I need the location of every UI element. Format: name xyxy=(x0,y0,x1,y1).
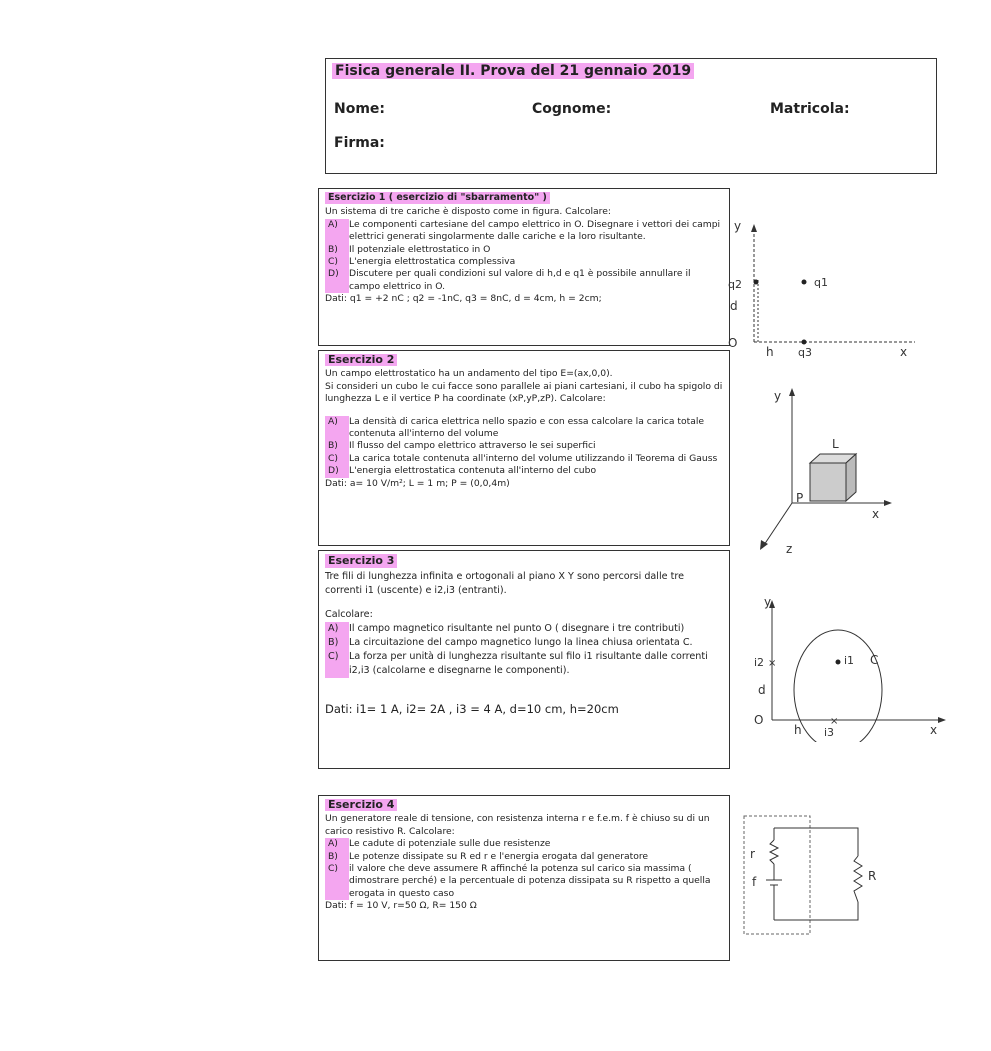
exercise-1-item xyxy=(325,219,723,244)
item-key: C) xyxy=(325,453,349,465)
item-text: Il potenziale elettrostatico in O xyxy=(349,243,491,255)
fig3-x-label: x xyxy=(930,723,938,737)
exercise-2-data: Dati: a= 10 V/m²; L = 1 m; P = (0,0,4m) xyxy=(325,477,510,489)
item-key: C) xyxy=(325,256,349,268)
item-text: La densità di carica elettrica nello spazio e con essa calcolare la carica totale contenuta all'interno del volume xyxy=(349,415,705,440)
item-key: B) xyxy=(325,440,349,452)
exercise-3-item xyxy=(325,650,723,678)
exercise-1-data: Dati: q1 = +2 nC ; q2 = -1nC, q3 = 8nC, d = 4cm, h = 2cm; xyxy=(325,293,602,305)
exercise-3-intro: Tre fili di lunghezza infinita e ortogonali al piano X Y sono percorsi dalle tre correnti i1 (uscente) e i2,i3 (entranti). xyxy=(325,571,684,596)
figure-4-circuit xyxy=(740,812,900,942)
item-key: A) xyxy=(325,838,349,850)
exercise-4-data: Dati: f = 10 V, r=50 Ω, R= 150 Ω xyxy=(325,900,477,912)
item-key: B) xyxy=(325,851,349,863)
item-text: L'energia elettrostatica contenuta all'interno del cubo xyxy=(349,465,597,477)
exercise-1-item xyxy=(325,256,723,268)
item-text: Le cadute di potenziale sulle due resistenze xyxy=(349,838,551,850)
exercise-2-item xyxy=(325,416,723,441)
item-text: Le componenti cartesiane del campo elettrico in O. Disegnare i vettori dei campi elettrici generati singolarmente dalle cariche e la loro risultante. xyxy=(349,218,721,243)
exercise-2-title: Esercizio 2 xyxy=(325,354,397,366)
exercise-4-item xyxy=(325,851,723,863)
fig1-y-label: y xyxy=(734,219,742,233)
fig3-i3-label: i3 xyxy=(824,726,835,739)
exercise-1 xyxy=(318,188,730,346)
exercise-2 xyxy=(318,350,730,546)
exercise-3-data: Dati: i1= 1 A, i2= 2A , i3 = 4 A, d=10 cm, h=20cm xyxy=(325,702,619,716)
exercise-2-intro-1: Un campo elettrostatico ha un andamento del tipo E=(ax,0,0). xyxy=(325,368,613,380)
nome-label: Nome: xyxy=(334,101,386,117)
item-text: il valore che deve assumere R affinché la potenza sul carico sia massima ( dimostrare perché) e la percentuale di potenza dissipata su R rispetto a quella erogata in questo caso xyxy=(349,863,711,899)
fig4-f-label: f xyxy=(752,875,757,889)
item-key: D) xyxy=(325,268,349,293)
item-text: La forza per unità di lunghezza risultante sul filo i1 risultante dalle correnti i2,i3 (calcolarne e disegnarne le componenti). xyxy=(349,651,708,676)
exam-title: Fisica generale II. Prova del 21 gennaio 2019 xyxy=(332,63,694,79)
fig2-x-label: x xyxy=(872,507,880,521)
cognome-label: Cognome: xyxy=(532,101,612,117)
cube-shape xyxy=(810,454,856,501)
exercise-1-item xyxy=(325,268,723,293)
fig3-origin-label: O xyxy=(754,713,764,727)
internal-resistor-icon xyxy=(770,840,778,864)
item-text: L'energia elettrostatica complessiva xyxy=(349,256,516,268)
fig4-r-label: r xyxy=(750,847,755,861)
exercise-2-intro-2: Si consideri un cubo le cui facce sono parallele ai piani cartesiani, il cubo ha spigolo di lunghezza L e il vertice P ha coordinate (xP,yP,zP). Calcolare: xyxy=(325,380,723,405)
item-text: La circuitazione del campo magnetico lungo la linea chiusa orientata C. xyxy=(349,637,693,648)
item-key: D) xyxy=(325,465,349,477)
fig3-i2-label: i2 xyxy=(754,656,765,669)
figure-3-wires xyxy=(750,592,950,742)
fig2-y-label: y xyxy=(774,389,782,403)
figure-1-charges xyxy=(720,210,920,360)
fig2-z-label: z xyxy=(786,542,793,556)
exercise-2-item xyxy=(325,465,723,477)
exercise-2-item xyxy=(325,453,723,465)
exercise-3-item xyxy=(325,622,723,636)
fig1-origin-label: O xyxy=(728,336,738,350)
load-resistor-icon xyxy=(854,856,862,902)
exercise-3-item xyxy=(325,636,723,650)
figure-2-cube xyxy=(740,378,900,558)
fig1-q1-label: q1 xyxy=(814,276,828,289)
fig1-h-label: h xyxy=(766,345,774,359)
exercise-4-item xyxy=(325,863,723,900)
i3-cross-icon: × xyxy=(830,716,839,727)
fig3-h-label: h xyxy=(794,723,802,737)
matricola-label: Matricola: xyxy=(770,101,850,117)
exercise-4-intro: Un generatore reale di tensione, con resistenza interna r e f.e.m. f è chiuso su di un carico resistivo R. Calcolare: xyxy=(325,813,710,837)
exercise-3-calc: Calcolare: xyxy=(325,609,373,620)
exercise-1-intro: Un sistema di tre cariche è disposto come in figura. Calcolare: xyxy=(325,206,611,218)
exercise-3 xyxy=(318,550,730,769)
item-text: Le potenze dissipate su R ed r e l'energia erogata dal generatore xyxy=(349,850,649,862)
item-key: B) xyxy=(325,244,349,256)
exercise-4-item xyxy=(325,838,723,850)
item-key: A) xyxy=(325,622,349,636)
fig1-d-label: d xyxy=(730,299,738,313)
i2-cross-icon: × xyxy=(768,658,777,669)
exercise-1-title: Esercizio 1 ( esercizio di "sbarramento" ) xyxy=(325,192,550,204)
exercise-3-title: Esercizio 3 xyxy=(325,554,397,568)
item-text: La carica totale contenuta all'interno del volume utilizzando il Teorema di Gauss xyxy=(349,452,718,464)
item-key: A) xyxy=(325,219,349,244)
item-text: Discutere per quali condizioni sul valore di h,d e q1 è possibile annullare il campo elettrico in O. xyxy=(349,268,691,292)
header-box xyxy=(325,58,937,174)
fig1-q3-label: q3 xyxy=(798,346,812,359)
fig1-q2-label: q2 xyxy=(728,278,742,291)
exercise-4 xyxy=(318,795,730,961)
fig3-c-label: C xyxy=(870,653,879,667)
item-text: Il campo magnetico risultante nel punto O ( disegnare i tre contributi) xyxy=(349,623,685,634)
fig3-d-label: d xyxy=(758,683,766,697)
item-key: C) xyxy=(325,650,349,678)
exercise-1-item xyxy=(325,244,723,256)
fig4-R-label: R xyxy=(868,869,877,883)
fig3-y-label: y xyxy=(764,595,772,609)
item-key: A) xyxy=(325,416,349,441)
fig2-l-label: L xyxy=(832,437,839,451)
fig1-x-label: x xyxy=(900,345,908,359)
fig2-p-label: P xyxy=(796,491,804,505)
fig3-i1-label: i1 xyxy=(844,654,855,667)
exercise-4-title: Esercizio 4 xyxy=(325,799,397,811)
firma-label: Firma: xyxy=(334,135,385,151)
item-text: Il flusso del campo elettrico attraverso le sei superfici xyxy=(349,440,596,452)
exercise-2-item xyxy=(325,440,723,452)
item-key: B) xyxy=(325,636,349,650)
item-key: C) xyxy=(325,863,349,900)
